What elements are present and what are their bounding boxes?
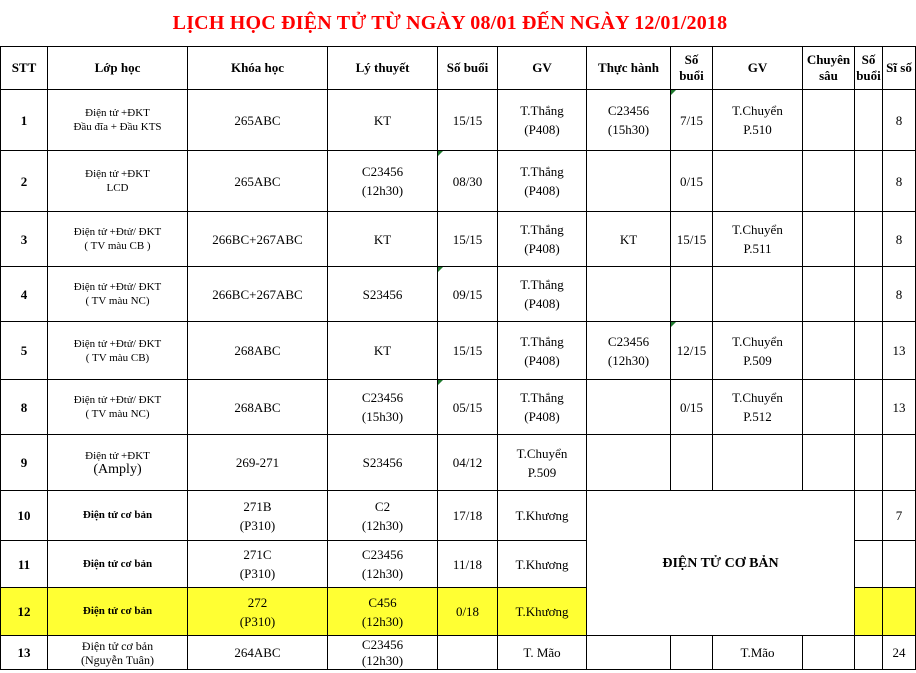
cell-so-buoi-2: 7/15	[671, 90, 713, 151]
cell-text: (12h30)	[361, 566, 404, 581]
cell-text: (P408)	[524, 352, 560, 368]
cell-text: C23456	[361, 390, 404, 405]
cell-lop-hoc: Điện tử cơ bản	[48, 588, 188, 636]
header-stt: STT	[1, 47, 48, 90]
cell-thuc-hanh	[587, 380, 671, 435]
cell-chuyen-sau	[803, 151, 855, 212]
cell-text: KT	[373, 112, 392, 128]
cell-so-buoi-2	[671, 267, 713, 322]
cell-text: Điện tử +Đtử/ ĐKT	[73, 226, 162, 238]
cell-stt: 11	[1, 541, 48, 588]
cell-text: (P408)	[524, 122, 560, 137]
cell-so-buoi-3	[855, 380, 883, 435]
cell-text: (12h30)	[361, 613, 404, 629]
cell-lop-hoc	[48, 212, 188, 267]
cell-khoa-hoc: 266BC+267ABC	[188, 212, 328, 267]
cell-text: C23456	[361, 636, 404, 652]
cell-so-buoi: 15/15	[438, 322, 498, 380]
cell-text: T.Thắng	[520, 103, 564, 118]
cell-text: Đầu đĩa + Đầu KTS	[73, 121, 162, 133]
cell-chuyen-sau	[803, 435, 855, 491]
cell-text: 272	[247, 594, 268, 610]
header-row	[1, 47, 916, 90]
cell-si-so: 24	[883, 636, 916, 670]
cell-chuyen-sau	[803, 322, 855, 380]
cell-thuc-hanh	[587, 151, 671, 212]
cell-text: Điện tử +Đtử/ ĐKT	[73, 394, 162, 406]
cell-text: (12h30)	[607, 352, 650, 368]
cell-text: Điện tử +ĐKT	[85, 107, 150, 119]
cell-khoa-hoc: 265ABC	[188, 90, 328, 151]
cell-text: 271C	[243, 547, 272, 562]
header-text: Chuyên	[806, 52, 851, 67]
cell-gv: T.Khương	[498, 491, 587, 541]
cell-text: (15h30)	[361, 409, 404, 424]
cell-text: Điện tử +Đtử/ ĐKT	[73, 281, 162, 293]
header-gv-2: GV	[713, 47, 803, 90]
cell-stt: 13	[1, 636, 48, 670]
cell-so-buoi-3	[855, 541, 883, 588]
cell-ly-thuyet: S23456	[328, 435, 438, 491]
header-khoa-hoc: Khóa học	[188, 47, 328, 90]
cell-chuyen-sau	[803, 636, 855, 670]
cell-gv: T.Khương	[498, 541, 587, 588]
cell-gv	[498, 322, 587, 380]
table-row	[1, 636, 916, 670]
cell-so-buoi: 15/15	[438, 90, 498, 151]
header-so-buoi-2	[671, 47, 713, 90]
cell-khoa-hoc: 266BC+267ABC	[188, 267, 328, 322]
header-lop-hoc: Lớp học	[48, 47, 188, 90]
cell-text: T.Thắng	[520, 164, 564, 179]
cell-text: (P408)	[524, 183, 560, 198]
cell-lop-hoc	[48, 90, 188, 151]
cell-gv-2	[713, 380, 803, 435]
cell-stt: 8	[1, 380, 48, 435]
cell-text: C456	[368, 594, 397, 610]
cell-chuyen-sau	[803, 90, 855, 151]
cell-so-buoi-3	[855, 90, 883, 151]
cell-chuyen-sau	[803, 267, 855, 322]
cell-text: (12h30)	[361, 517, 404, 533]
cell-text: P.509	[527, 464, 557, 480]
table-row	[1, 90, 916, 151]
cell-so-buoi-3	[855, 151, 883, 212]
cell-so-buoi-2	[671, 636, 713, 670]
table-row	[1, 380, 916, 435]
cell-text: (P408)	[524, 241, 560, 256]
cell-thuc-hanh: KT	[587, 212, 671, 267]
cell-stt: 12	[1, 588, 48, 636]
cell-text: (P408)	[524, 409, 560, 424]
cell-text: (P310)	[239, 517, 276, 533]
cell-ly-thuyet	[328, 380, 438, 435]
header-text: Số	[861, 52, 876, 67]
cell-text: T.Chuyển	[732, 222, 783, 237]
cell-text: (12h30)	[361, 652, 404, 668]
cell-ly-thuyet	[328, 151, 438, 212]
cell-khoa-hoc: 268ABC	[188, 322, 328, 380]
cell-lop-hoc: Điện tử cơ bản	[48, 491, 188, 541]
cell-text: C23456	[361, 547, 404, 562]
cell-so-buoi: 0/18	[438, 588, 498, 636]
header-text: buổi	[679, 68, 704, 83]
cell-so-buoi: 08/30	[438, 151, 498, 212]
cell-thuc-hanh	[587, 322, 671, 380]
cell-text: T.Chuyển	[516, 445, 568, 461]
cell-text: ( TV màu NC)	[85, 408, 150, 420]
header-si-so: Sĩ số	[883, 47, 916, 90]
table-row	[1, 322, 916, 380]
cell-so-buoi-2	[671, 435, 713, 491]
cell-so-buoi-2: 12/15	[671, 322, 713, 380]
cell-si-so: 8	[883, 90, 916, 151]
cell-si-so	[883, 588, 916, 636]
cell-text: (12h30)	[361, 183, 404, 198]
cell-ly-thuyet: KT	[328, 212, 438, 267]
cell-text: ( TV màu CB )	[84, 240, 151, 252]
cell-text: (15h30)	[607, 122, 650, 137]
table-row	[1, 151, 916, 212]
cell-lop-hoc	[48, 151, 188, 212]
cell-lop-hoc	[48, 322, 188, 380]
cell-si-so: 13	[883, 322, 916, 380]
table-row	[1, 491, 916, 541]
cell-lop-hoc	[48, 267, 188, 322]
cell-so-buoi-2: 0/15	[671, 151, 713, 212]
cell-text: P.511	[743, 241, 772, 256]
cell-so-buoi-3	[855, 588, 883, 636]
cell-text: T.Thắng	[520, 390, 564, 405]
cell-text: T.Thắng	[520, 333, 564, 349]
table-row	[1, 212, 916, 267]
cell-si-so: 7	[883, 491, 916, 541]
cell-gv	[498, 90, 587, 151]
cell-so-buoi-3	[855, 435, 883, 491]
cell-gv	[498, 267, 587, 322]
cell-text: (P310)	[239, 613, 276, 629]
cell-lop-hoc	[48, 636, 188, 670]
cell-gv	[498, 435, 587, 491]
cell-stt: 1	[1, 90, 48, 151]
cell-text: P.509	[743, 352, 772, 368]
cell-si-so: 8	[883, 212, 916, 267]
cell-so-buoi-3	[855, 267, 883, 322]
cell-text: (Amply)	[93, 461, 142, 477]
header-thuc-hanh: Thực hành	[587, 47, 671, 90]
cell-si-so	[883, 541, 916, 588]
cell-gv	[498, 212, 587, 267]
cell-gv-2: T.Mão	[713, 636, 803, 670]
cell-gv-2	[713, 435, 803, 491]
cell-so-buoi-2: 0/15	[671, 380, 713, 435]
cell-thuc-hanh	[587, 435, 671, 491]
cell-gv-2	[713, 90, 803, 151]
header-so-buoi: Số buổi	[438, 47, 498, 90]
header-chuyen-sau	[803, 47, 855, 90]
cell-text: Điện tử +ĐKT	[85, 449, 150, 462]
cell-text: T.Chuyển	[732, 390, 783, 405]
cell-khoa-hoc: 265ABC	[188, 151, 328, 212]
cell-lop-hoc	[48, 380, 188, 435]
cell-si-so: 13	[883, 380, 916, 435]
cell-ly-thuyet	[328, 90, 438, 151]
table-row	[1, 267, 916, 322]
cell-so-buoi-3	[855, 322, 883, 380]
cell-so-buoi-3	[855, 491, 883, 541]
cell-ly-thuyet	[328, 541, 438, 588]
cell-so-buoi: 11/18	[438, 541, 498, 588]
header-gv: GV	[498, 47, 587, 90]
cell-text: (P408)	[524, 296, 560, 311]
cell-thuc-hanh	[587, 636, 671, 670]
cell-khoa-hoc: 264ABC	[188, 636, 328, 670]
cell-khoa-hoc: 268ABC	[188, 380, 328, 435]
cell-si-so	[883, 435, 916, 491]
cell-text: C23456	[361, 164, 404, 179]
cell-text: P.510	[743, 122, 772, 137]
header-text: sâu	[819, 68, 838, 83]
cell-so-buoi: 04/12	[438, 435, 498, 491]
cell-khoa-hoc: 269-271	[188, 435, 328, 491]
cell-ly-thuyet	[328, 588, 438, 636]
schedule-table	[0, 46, 916, 670]
cell-text: C23456	[607, 333, 650, 349]
header-ly-thuyet: Lý thuyết	[328, 47, 438, 90]
cell-ly-thuyet: S23456	[328, 267, 438, 322]
cell-text: ( TV màu CB)	[85, 351, 150, 364]
cell-gv	[498, 380, 587, 435]
cell-text: T.Chuyển	[732, 103, 783, 118]
cell-text: Điện tử +Đtử/ ĐKT	[73, 337, 162, 350]
cell-so-buoi-3	[855, 636, 883, 670]
cell-gv-2	[713, 267, 803, 322]
cell-lop-hoc: Điện tử cơ bản	[48, 541, 188, 588]
cell-chuyen-sau	[803, 380, 855, 435]
cell-khoa-hoc	[188, 541, 328, 588]
cell-stt: 2	[1, 151, 48, 212]
cell-ly-thuyet	[328, 636, 438, 670]
cell-gv: T.Khương	[498, 588, 587, 636]
cell-so-buoi: 17/18	[438, 491, 498, 541]
cell-khoa-hoc	[188, 491, 328, 541]
cell-stt: 10	[1, 491, 48, 541]
cell-text: 271B	[243, 498, 272, 514]
cell-so-buoi-3	[855, 212, 883, 267]
cell-si-so: 8	[883, 151, 916, 212]
merged-basic-label: ĐIỆN TỬ CƠ BẢN	[587, 491, 855, 636]
cell-text: Điện tử cơ bản	[81, 638, 154, 653]
cell-so-buoi	[438, 636, 498, 670]
cell-khoa-hoc	[188, 588, 328, 636]
page-title: LỊCH HỌC ĐIỆN TỬ TỪ NGÀY 08/01 ĐẾN NGÀY 12/01/2018	[172, 12, 728, 34]
cell-text: (P310)	[239, 566, 276, 581]
cell-so-buoi-2: 15/15	[671, 212, 713, 267]
cell-so-buoi: 09/15	[438, 267, 498, 322]
cell-gv-2	[713, 322, 803, 380]
cell-ly-thuyet: KT	[328, 322, 438, 380]
cell-text: T.Thắng	[520, 222, 564, 237]
cell-gv	[498, 151, 587, 212]
cell-stt: 3	[1, 212, 48, 267]
cell-text: ( TV màu NC)	[85, 295, 150, 307]
cell-text: C2	[374, 498, 391, 514]
cell-gv-2	[713, 151, 803, 212]
cell-lop-hoc	[48, 435, 188, 491]
cell-si-so: 8	[883, 267, 916, 322]
cell-stt: 9	[1, 435, 48, 491]
header-text: Số	[684, 52, 699, 67]
header-so-buoi-3	[855, 47, 883, 90]
header-text: buổi	[856, 68, 881, 83]
cell-thuc-hanh	[587, 267, 671, 322]
cell-ly-thuyet	[328, 491, 438, 541]
cell-gv: T. Mão	[498, 636, 587, 670]
cell-text: LCD	[106, 182, 129, 194]
cell-text: (Nguyễn Tuân)	[80, 652, 154, 667]
cell-thuc-hanh	[587, 90, 671, 151]
cell-text: Điện tử +ĐKT	[85, 168, 150, 180]
cell-stt: 5	[1, 322, 48, 380]
cell-so-buoi: 15/15	[438, 212, 498, 267]
table-row	[1, 435, 916, 491]
cell-stt: 4	[1, 267, 48, 322]
cell-text: T.Thắng	[520, 277, 564, 292]
cell-text: T.Chuyển	[732, 333, 783, 349]
cell-text: P.512	[743, 409, 772, 424]
cell-chuyen-sau	[803, 212, 855, 267]
cell-text: C23456	[607, 103, 650, 118]
cell-so-buoi: 05/15	[438, 380, 498, 435]
cell-gv-2	[713, 212, 803, 267]
